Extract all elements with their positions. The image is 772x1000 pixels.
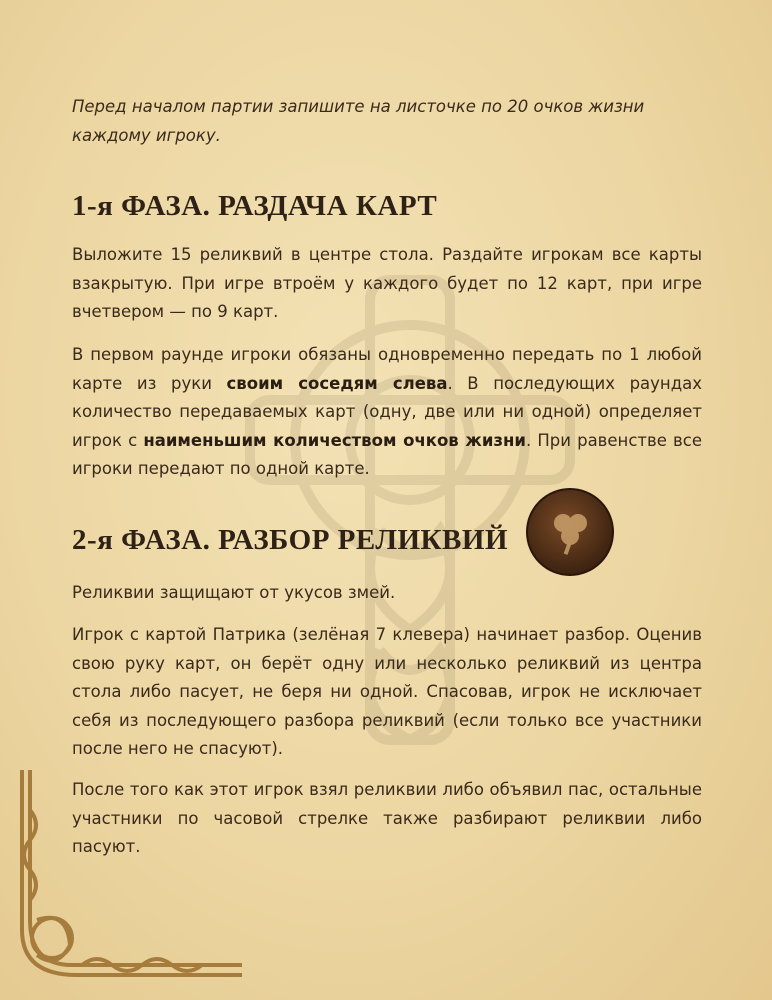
phase1-heading: 1-я ФАЗА. РАЗДАЧА КАРТ [72, 190, 438, 222]
phase1-paragraph-1: Выложите 15 реликвий в центре стола. Раздайте игрокам все карты взакрытую. При игре втроём у каждого будет по 12 карт, при игре вчетвером — по 9 карт. [72, 245, 702, 321]
intro-text: Перед началом партии запишите на листочке по 20 очков жизни каждому игроку. [72, 97, 645, 145]
phase2-paragraph-3: После того как этот игрок взял реликвии либо объявил пас, остальные участники по часовой стрелке также разбирают реликвии либо пасуют. [72, 780, 702, 856]
phase2-paragraph-1: Реликвии защищают от укусов змей. [72, 583, 396, 602]
clover-relic-token-icon [525, 487, 615, 577]
celtic-corner-ornament-icon [12, 770, 242, 990]
phase2-paragraph-2: Игрок с картой Патрика (зелёная 7 клевера) начинает разбор. Оценив свою руку карт, он берёт одну или несколько реликвий из центра стола либо пасует, не беря ни одной. Спасовав, игрок не исключает себя из последующего разбора реликвий (если только все участники после него не спасуют). [72, 625, 702, 758]
bold-left-neighbors: своим соседям слева [226, 373, 448, 393]
phase2-heading: 2-я ФАЗА. РАЗБОР РЕЛИКВИЙ [72, 524, 509, 556]
bold-least-life: наименьшим количеством очков жизни [143, 430, 526, 450]
phase1-paragraph-2: В первом раунде игроки обязаны одновременно передать по 1 любой карте из руки своим соседям слева. В последующих раундах количество передаваемых карт (одну, две или ни одной) определяет игрок с наименьшим количеством очков жизни. При равенстве все игроки передают по одной карте. [72, 345, 703, 478]
